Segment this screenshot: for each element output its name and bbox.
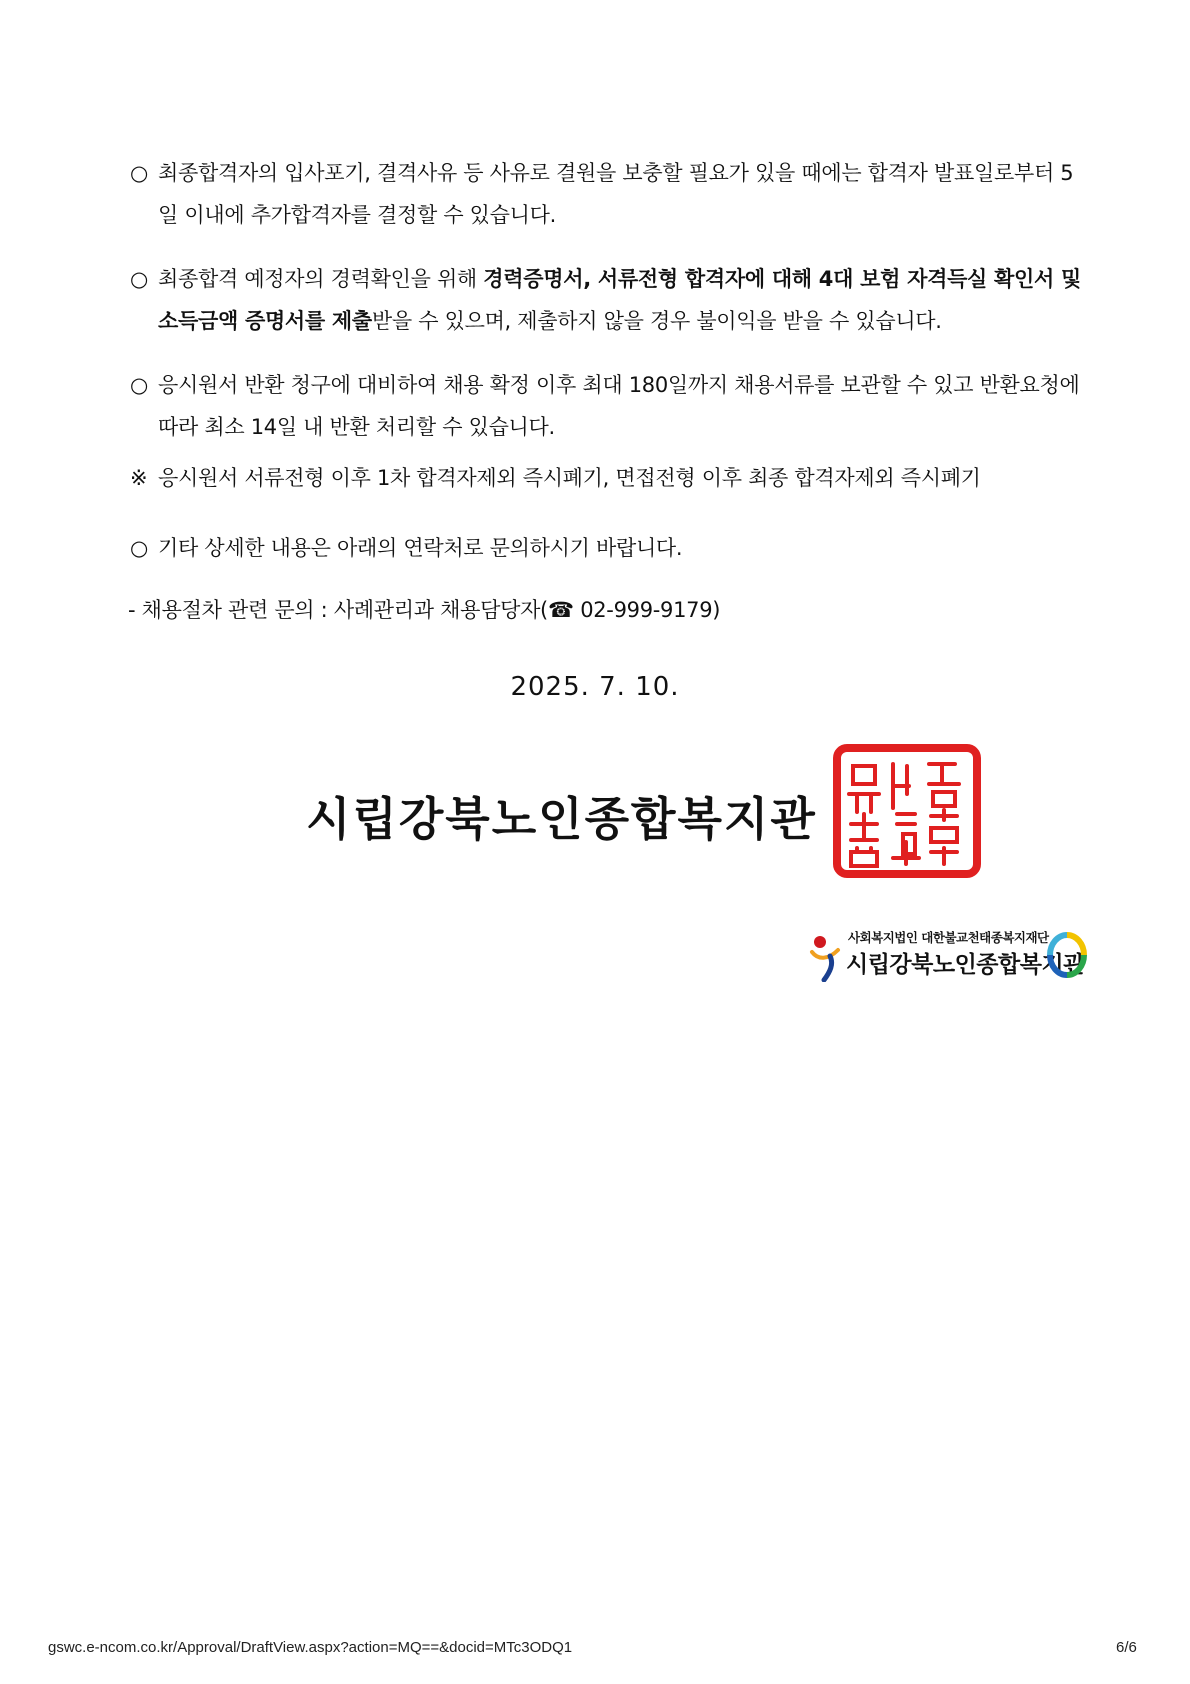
notice-text: 응시원서 반환 청구에 대비하여 채용 확정 이후 최대 180일까지 채용서류를 보관할 수 있고 반환요청에 따라 최소 14일 내 반환 처리할 수 있습니다. (158, 373, 1080, 439)
official-seal (833, 744, 981, 878)
bullet-mark: ○ (130, 373, 149, 397)
contact-phone: 02-999-9179) (573, 598, 721, 622)
contact-line (128, 594, 720, 624)
notice-item (130, 258, 1090, 342)
logo-ring-icon (1046, 930, 1088, 980)
notice-item (130, 527, 1090, 569)
notice-text: 응시원서 서류전형 이후 1차 합격자제외 즉시폐기, 면접전형 이후 최종 합격자제외 즉시폐기 (158, 466, 981, 490)
logo-subtitle: 사회복지법인 대한불교천태종복지재단 (848, 930, 1049, 945)
phone-icon: ☎ (547, 598, 574, 622)
document-date: 2025. 7. 10. (510, 672, 680, 702)
bullet-mark: ○ (130, 267, 149, 291)
notice-item (130, 152, 1090, 236)
organization-logo-icon (808, 932, 844, 982)
notice-text: 최종합격 예정자의 경력확인을 위해 (158, 267, 484, 291)
notice-text-bold: 경력증명서, 서류전형 합격자에 대해 4대 보험 자격득실 확인서 및 소득금액 증명서를 제출 (158, 267, 1082, 333)
logo-title: 시립강북노인종합복지관 (846, 952, 1085, 978)
reference-mark: ※ (130, 466, 148, 490)
notice-text: 기타 상세한 내용은 아래의 연락처로 문의하시기 바랍니다. (158, 536, 683, 560)
organization-logo (808, 928, 1088, 984)
footer-url: gswc.e-ncom.co.kr/Approval/DraftView.aspx?action=MQ==&docid=MTc3ODQ1 (48, 1639, 573, 1656)
notice-item (130, 364, 1090, 448)
notice-text: 받을 수 있으며, 제출하지 않을 경우 불이익을 받을 수 있습니다. (371, 309, 942, 333)
bullet-mark: ○ (130, 536, 149, 560)
bullet-mark: ○ (130, 161, 149, 185)
footer-page-number: 6/6 (1116, 1639, 1137, 1656)
organization-name: 시립강북노인종합복지관 (306, 792, 817, 846)
notice-text: 최종합격자의 입사포기, 결격사유 등 사유로 결원을 보충할 필요가 있을 때에는 합격자 발표일로부터 5일 이내에 추가합격자를 결정할 수 있습니다. (158, 161, 1074, 227)
contact-text: - 채용절차 관련 문의 : 사례관리과 채용담당자( (128, 598, 548, 622)
notice-item (130, 457, 1090, 499)
